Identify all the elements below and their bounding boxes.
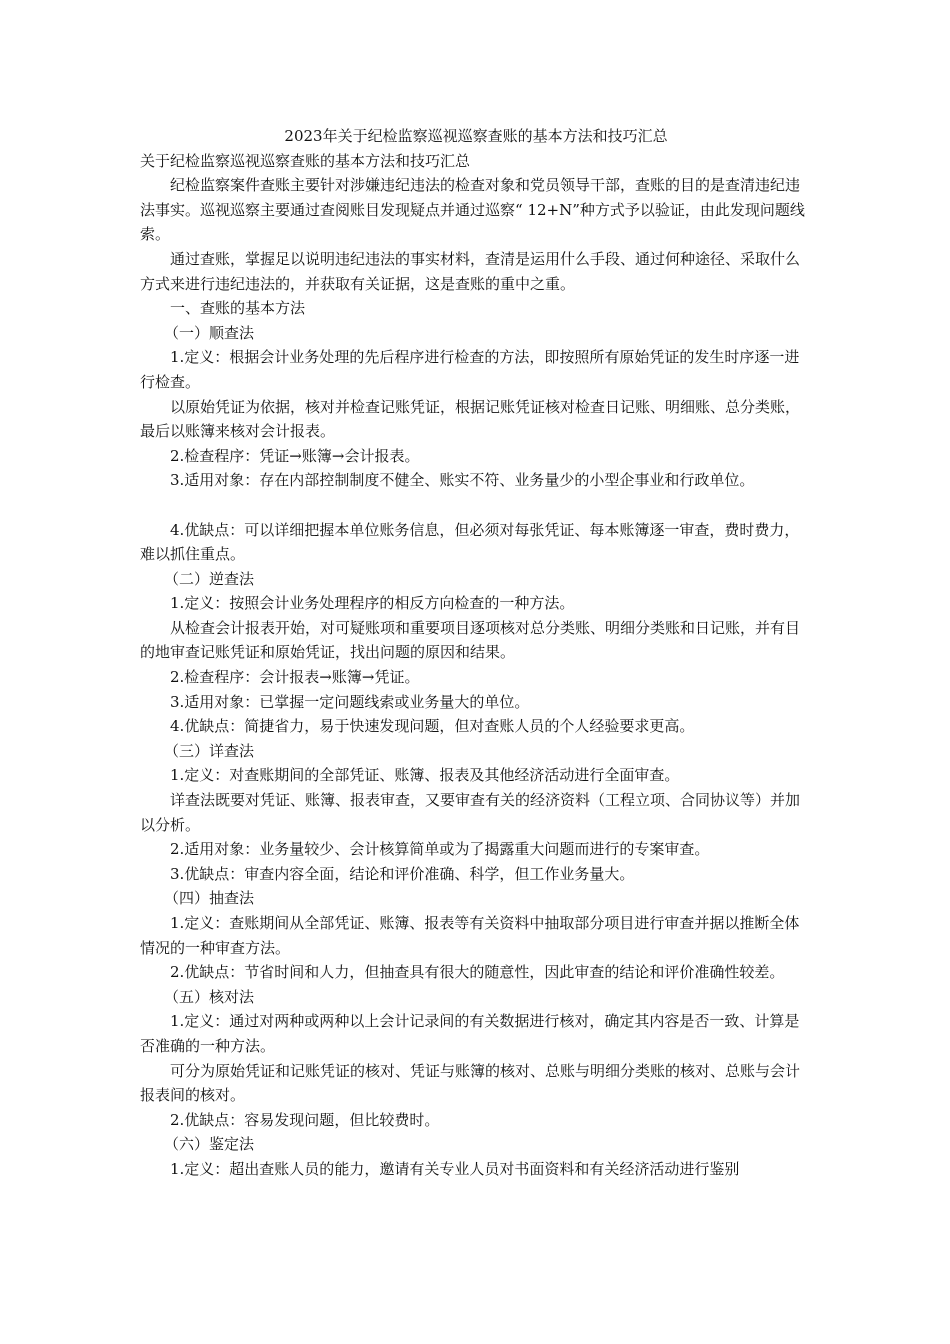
document-subtitle: 关于纪检监察巡视巡察查账的基本方法和技巧汇总 [140, 151, 471, 170]
subsection-heading: （五）核对法 [164, 987, 255, 1006]
paragraph: 2.检查程序：会计报表→账簿→凭证。 [170, 668, 420, 687]
paragraph: 2.适用对象：业务量较少、会计核算简单或为了揭露重大问题而进行的专案审查。 [170, 840, 710, 859]
paragraph: 3.适用对象：存在内部控制制度不健全、账实不符、业务量少的小型企事业和行政单位。 [170, 471, 755, 490]
paragraph: 纪检监察案件查账主要针对涉嫌违纪违法的检查对象和党员领导干部，查账的目的是查清违纪违法事实。巡视巡察主要通过查阅账目发现疑点并通过巡察“ 12+N”种方式予以验证，由此发现问题线索。 [140, 176, 805, 244]
paragraph: 3.适用对象：已掌握一定问题线索或业务量大的单位。 [170, 692, 530, 711]
paragraph: 详查法既要对凭证、账簿、报表审查，又要审查有关的经济资料（工程立项、合同协议等）并加以分析。 [140, 791, 801, 834]
paragraph: 2.检查程序：凭证→账簿→会计报表。 [170, 446, 420, 465]
paragraph: 通过查账，掌握足以说明违纪违法的事实材料，查清是运用什么手段、通过何种途径、采取什么方式来进行违纪违法的，并获取有关证据，这是查账的重中之重。 [140, 249, 801, 293]
paragraph: 1.定义：查账期间从全部凭证、账簿、报表等有关资料中抽取部分项目进行审查并据以推断全体情况的一种审查方法。 [140, 914, 800, 957]
subsection-heading: （四）抽查法 [164, 889, 255, 908]
document-title: 2023年关于纪检监察巡视巡察查账的基本方法和技巧汇总 [284, 127, 668, 145]
paragraph: 1.定义：根据会计业务处理的先后程序进行检查的方法，即按照所有原始凭证的发生时序逐一进行检查。 [140, 348, 800, 391]
paragraph: 1.定义：对查账期间的全部凭证、账簿、报表及其他经济活动进行全面审查。 [170, 766, 680, 785]
paragraph: 以原始凭证为依据，核对并检查记账凭证，根据记账凭证核对检查日记账、明细账、总分类账，最后以账簿来核对会计报表。 [140, 397, 801, 441]
paragraph: 从检查会计报表开始，对可疑账项和重要项目逐项核对总分类账、明细分类账和日记账，并有目的地审查记账凭证和原始凭证，找出问题的原因和结果。 [140, 618, 801, 662]
blank-line [140, 493, 812, 518]
section-heading: 一、查账的基本方法 [170, 299, 306, 318]
subsection-heading: （一）顺查法 [164, 323, 255, 342]
subsection-heading: （三）详查法 [164, 741, 255, 760]
paragraph: 1.定义：按照会计业务处理程序的相反方向检查的一种方法。 [170, 594, 575, 613]
paragraph: 2.优缺点：容易发现问题，但比较费时。 [170, 1110, 440, 1129]
paragraph: 4.优缺点：简捷省力，易于快速发现问题，但对查账人员的个人经验要求更高。 [170, 717, 695, 736]
subsection-heading: （二）逆查法 [164, 569, 255, 588]
paragraph: 2.优缺点：节省时间和人力，但抽查具有很大的随意性，因此审查的结论和评价准确性较差。 [170, 963, 785, 982]
paragraph: 4.优缺点：可以详细把握本单位账务信息，但必须对每张凭证、每本账簿逐一审查，费时费力，难以抓住重点。 [140, 520, 800, 564]
paragraph: 1.定义：通过对两种或两种以上会计记录间的有关数据进行核对，确定其内容是否一致、计算是否准确的一种方法。 [140, 1012, 800, 1055]
subsection-heading: （六）鉴定法 [164, 1135, 255, 1154]
paragraph: 1.定义：超出查账人员的能力，邀请有关专业人员对书面资料和有关经济活动进行鉴别 [170, 1159, 740, 1178]
paragraph: 3.优缺点：审查内容全面，结论和评价准确、科学，但工作业务量大。 [170, 864, 635, 883]
document-body [140, 124, 812, 1182]
paragraph: 可分为原始凭证和记账凭证的核对、凭证与账簿的核对、总账与明细分类账的核对、总账与会计报表间的核对。 [140, 1061, 801, 1105]
